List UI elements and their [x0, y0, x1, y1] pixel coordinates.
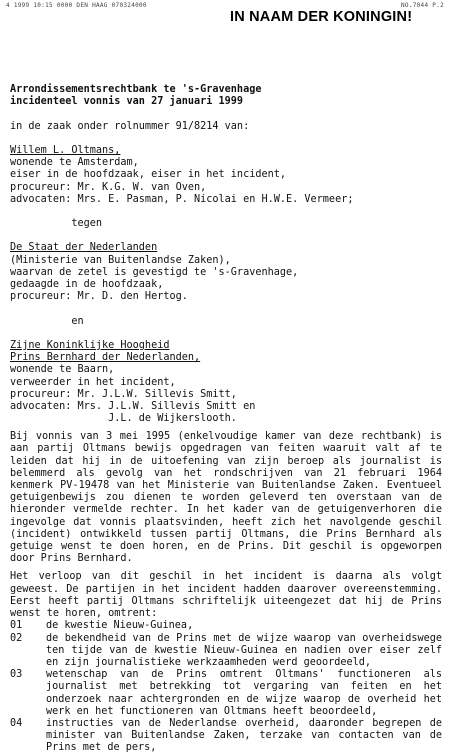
- tegen-separator: tegen: [71, 218, 103, 230]
- paragraph-2: Het verloop van dit geschil in het incident is daarna als volgt geweest. De partijen in het incident hadden daarover overeenstemming. Eerst heeft partij Oltmans schriftelijk uiteengezet dat hij de Prins wenst te horen, omtrent:: [10, 571, 442, 620]
- party1-line: eiser in de hoofdzaak, eiser in het incident,: [10, 169, 287, 181]
- judgment-title: incidenteel vonnis van 27 januari 1999: [10, 96, 244, 108]
- party1-line: procureur: Mr. K.G. W. van Oven,: [10, 181, 207, 193]
- court-name: Arrondissementsrechtbank te 's-Gravenhage: [10, 84, 262, 95]
- party3-line: verweerder in het incident,: [10, 376, 176, 388]
- party1-line: advocaten: Mrs. E. Pasman, P. Nicolai en H.W.E. Vermeer;: [10, 193, 354, 205]
- fax-transmission-header: [6, 2, 445, 9]
- party3-line: procureur: Mr. J.L.W. Sillevis Smitt,: [10, 388, 237, 400]
- party1-line: wonende te Amsterdam,: [10, 157, 139, 169]
- party2-line: gedaagde in de hoofdzaak,: [10, 279, 164, 290]
- case-number-line: in de zaak onder rolnummer 91/8214 van:: [10, 120, 250, 132]
- list-item: 02 de bekendheid van de Prins met de wijze waarop van overheidswege ten tijde van de kwestie Nieuw-Guinea en nadien over eiser zelf en zijn journalistieke werkzaamheden werd geoordeeld,: [10, 632, 442, 668]
- party3-line: advocaten: Mrs. J.L.W. Sillevis Smitt en: [10, 400, 256, 412]
- en-separator: en: [71, 315, 84, 327]
- list-item: 01 de kwestie Nieuw-Guinea,: [10, 620, 194, 632]
- document-heading: IN NAAM DER KONINGIN!: [230, 9, 413, 25]
- party1-name: Willem L. Oltmans,: [10, 144, 121, 156]
- party3-line: J.L. de Wijkerslooth.: [10, 413, 237, 425]
- list-item: 03 wetenschap van de Prins omtrent Oltmans' functioneren als journalist met betrekking tot vergaring van feiten en het onderzoek naar achtergronden en de wijze waarop de overheid het werk en het functioneren van Oltmans heeft beoordeeld,: [10, 669, 442, 717]
- fax-header-left: 4 1999 10:15 0000 DEN HAAG 070324000: [6, 2, 147, 9]
- list-item: 04 instructies van de Nederlandse overheid, daaronder begrepen de minister van Buitenlandse Zaken, terzake van contacten van de Prins met de pers,: [10, 717, 442, 754]
- party3-name-line2: Prins Bernhard der Nederlanden,: [10, 352, 201, 364]
- party2-name: De Staat der Nederlanden: [10, 242, 158, 254]
- document-body: [10, 84, 442, 755]
- party2-line: waarvan de zetel is gevestigd te 's-Gravenhage,: [10, 266, 299, 278]
- party2-line: (Ministerie van Buitenlandse Zaken),: [10, 254, 231, 266]
- party2-line: procureur: Mr. D. den Hertog.: [10, 291, 188, 303]
- party3-line: wonende te Baarn,: [10, 364, 115, 376]
- party3-name: Zijne Koninklijke Hoogheid: [10, 339, 170, 351]
- paragraph-1: Bij vonnis van 3 mei 1995 (enkelvoudige kamer van deze rechtbank) is aan partij Oltmans bewijs opgedragen van feiten waaruit valt af te leiden dat hij in de uitoefening van zijn beroep als journalist is belemmerd als gevolg van het rondschrijven van 21 februari 1964 kenmerk PV-19478 van het Ministerie van Buitenlandse Zaken. Eventueel getuigenbewijs zou dienen te worden geleverd ten overstaan van de hieronder vermelde rechter. In het kader van de getuigenverhoren die ingevolge dat vonnis plaatsvinden, heeft zich het navolgende geschil (incident) ontwikkeld tussen partij Oltmans, die Prins Bernhard als getuige wenst te doen horen, en de Prins. Dit geschil is opgeworpen door Prins Bernhard.: [10, 431, 442, 565]
- fax-header-right: NO.7044 P.2: [401, 2, 445, 9]
